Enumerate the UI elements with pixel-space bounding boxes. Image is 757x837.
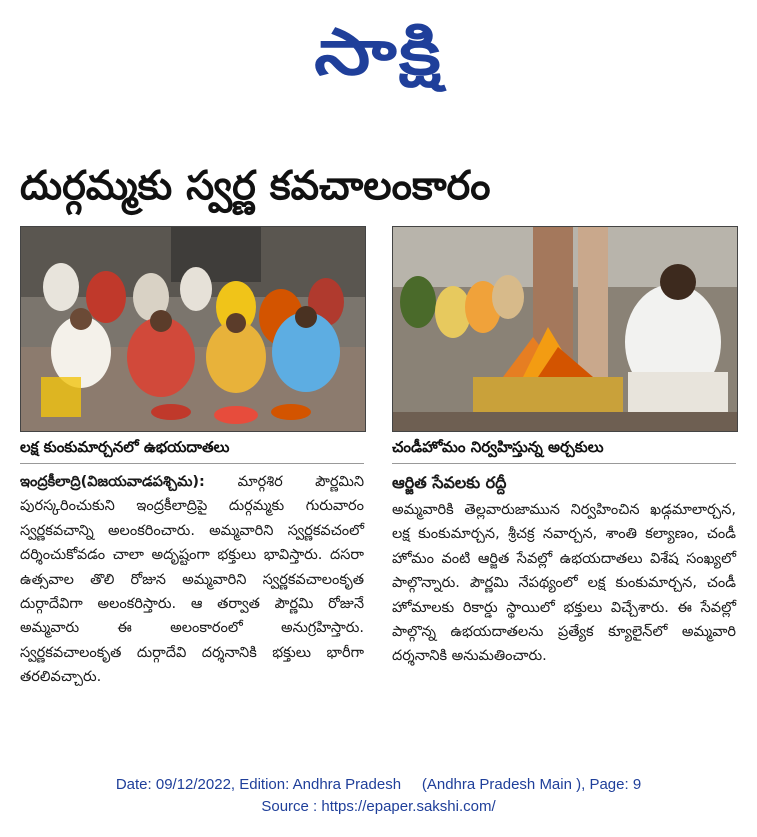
column-divider	[378, 226, 379, 746]
dateline: ఇంద్రకీలాద్రి(విజయవాడపశ్చిమ):	[20, 474, 238, 490]
section-subhead: ఆర్జిత సేవలకు రద్దీ	[392, 473, 507, 492]
photo-caption-left: లక్ష కుంకుమార్చనలో ఉభయదాతలు	[20, 436, 364, 464]
edition-info: Date: 09/12/2022, Edition: Andhra Pradesh (Andhra Pradesh Main ), Page: 9	[115, 776, 642, 793]
article-headline: దుర్గమ్మకు స్వర్ణ కవచాలంకారం	[20, 163, 491, 209]
kumkumarchana-photo	[20, 226, 366, 432]
photo-caption-right: చండీహోమం నిర్వహిస్తున్న అర్చకులు	[392, 436, 736, 464]
article-column-left	[20, 470, 364, 690]
column-right-body: అమ్మవారికి తెల్లవారుజామున నిర్వహించిన ఖడ్గమాలార్చన, లక్ష కుంకుమార్చన, శ్రీచక్ర నవార్చన, శాంతి కల్యాణం, చండీ హోమం వంటి ఆర్జిత సేవల్లో ఉభయదాతలు విశేష సంఖ్యలో పాల్గొన్నారు. పౌర్ణమి నేపథ్యంలో లక్ష కుంకుమార్చన, చండీ హోమాలకు రికార్డు స్థాయిలో భక్తులు విచ్చేశారు. ఈ సేవల్లో పాల్గొన్న ఉభయదాతలను ప్రత్యేక క్యూలైన్‌లో అమ్మవారి దర్శనానికి అనుమతించారు.	[392, 502, 736, 665]
article-column-right	[392, 470, 736, 669]
masthead	[0, 8, 757, 98]
column-left-body: మార్గశిర పౌర్ణమిని పురస్కరించుకుని ఇంద్రకీలాద్రిపై దుర్గమ్మకు గురువారం స్వర్ణకవచాన్ని అలంకరించారు. అమ్మవారిని స్వర్ణకవచంలో దర్శించుకోవడం చాలా అదృష్టంగా భక్తులు భావిస్తారు. దసరా ఉత్సవాల తొలి రోజున అమ్మవారిని స్వర్ణకవచాలంకృత దుర్గాదేవిగా అలంకరిస్తారు. ఆ తర్వాత పౌర్ణమి రోజునే అమ్మవారు ఈ అలంకారంలో అనుగ్రహిస్తారు. స్వర్ణకవచాలంకృత దుర్గాదేవి దర్శనానికి భక్తులు భారీగా తరలివచ్చారు.	[20, 474, 364, 686]
sakshi-logo: సాక్షి	[313, 16, 444, 90]
source-info: Source : https://epaper.sakshi.com/	[261, 798, 496, 815]
chandi-homam-photo	[392, 226, 738, 432]
